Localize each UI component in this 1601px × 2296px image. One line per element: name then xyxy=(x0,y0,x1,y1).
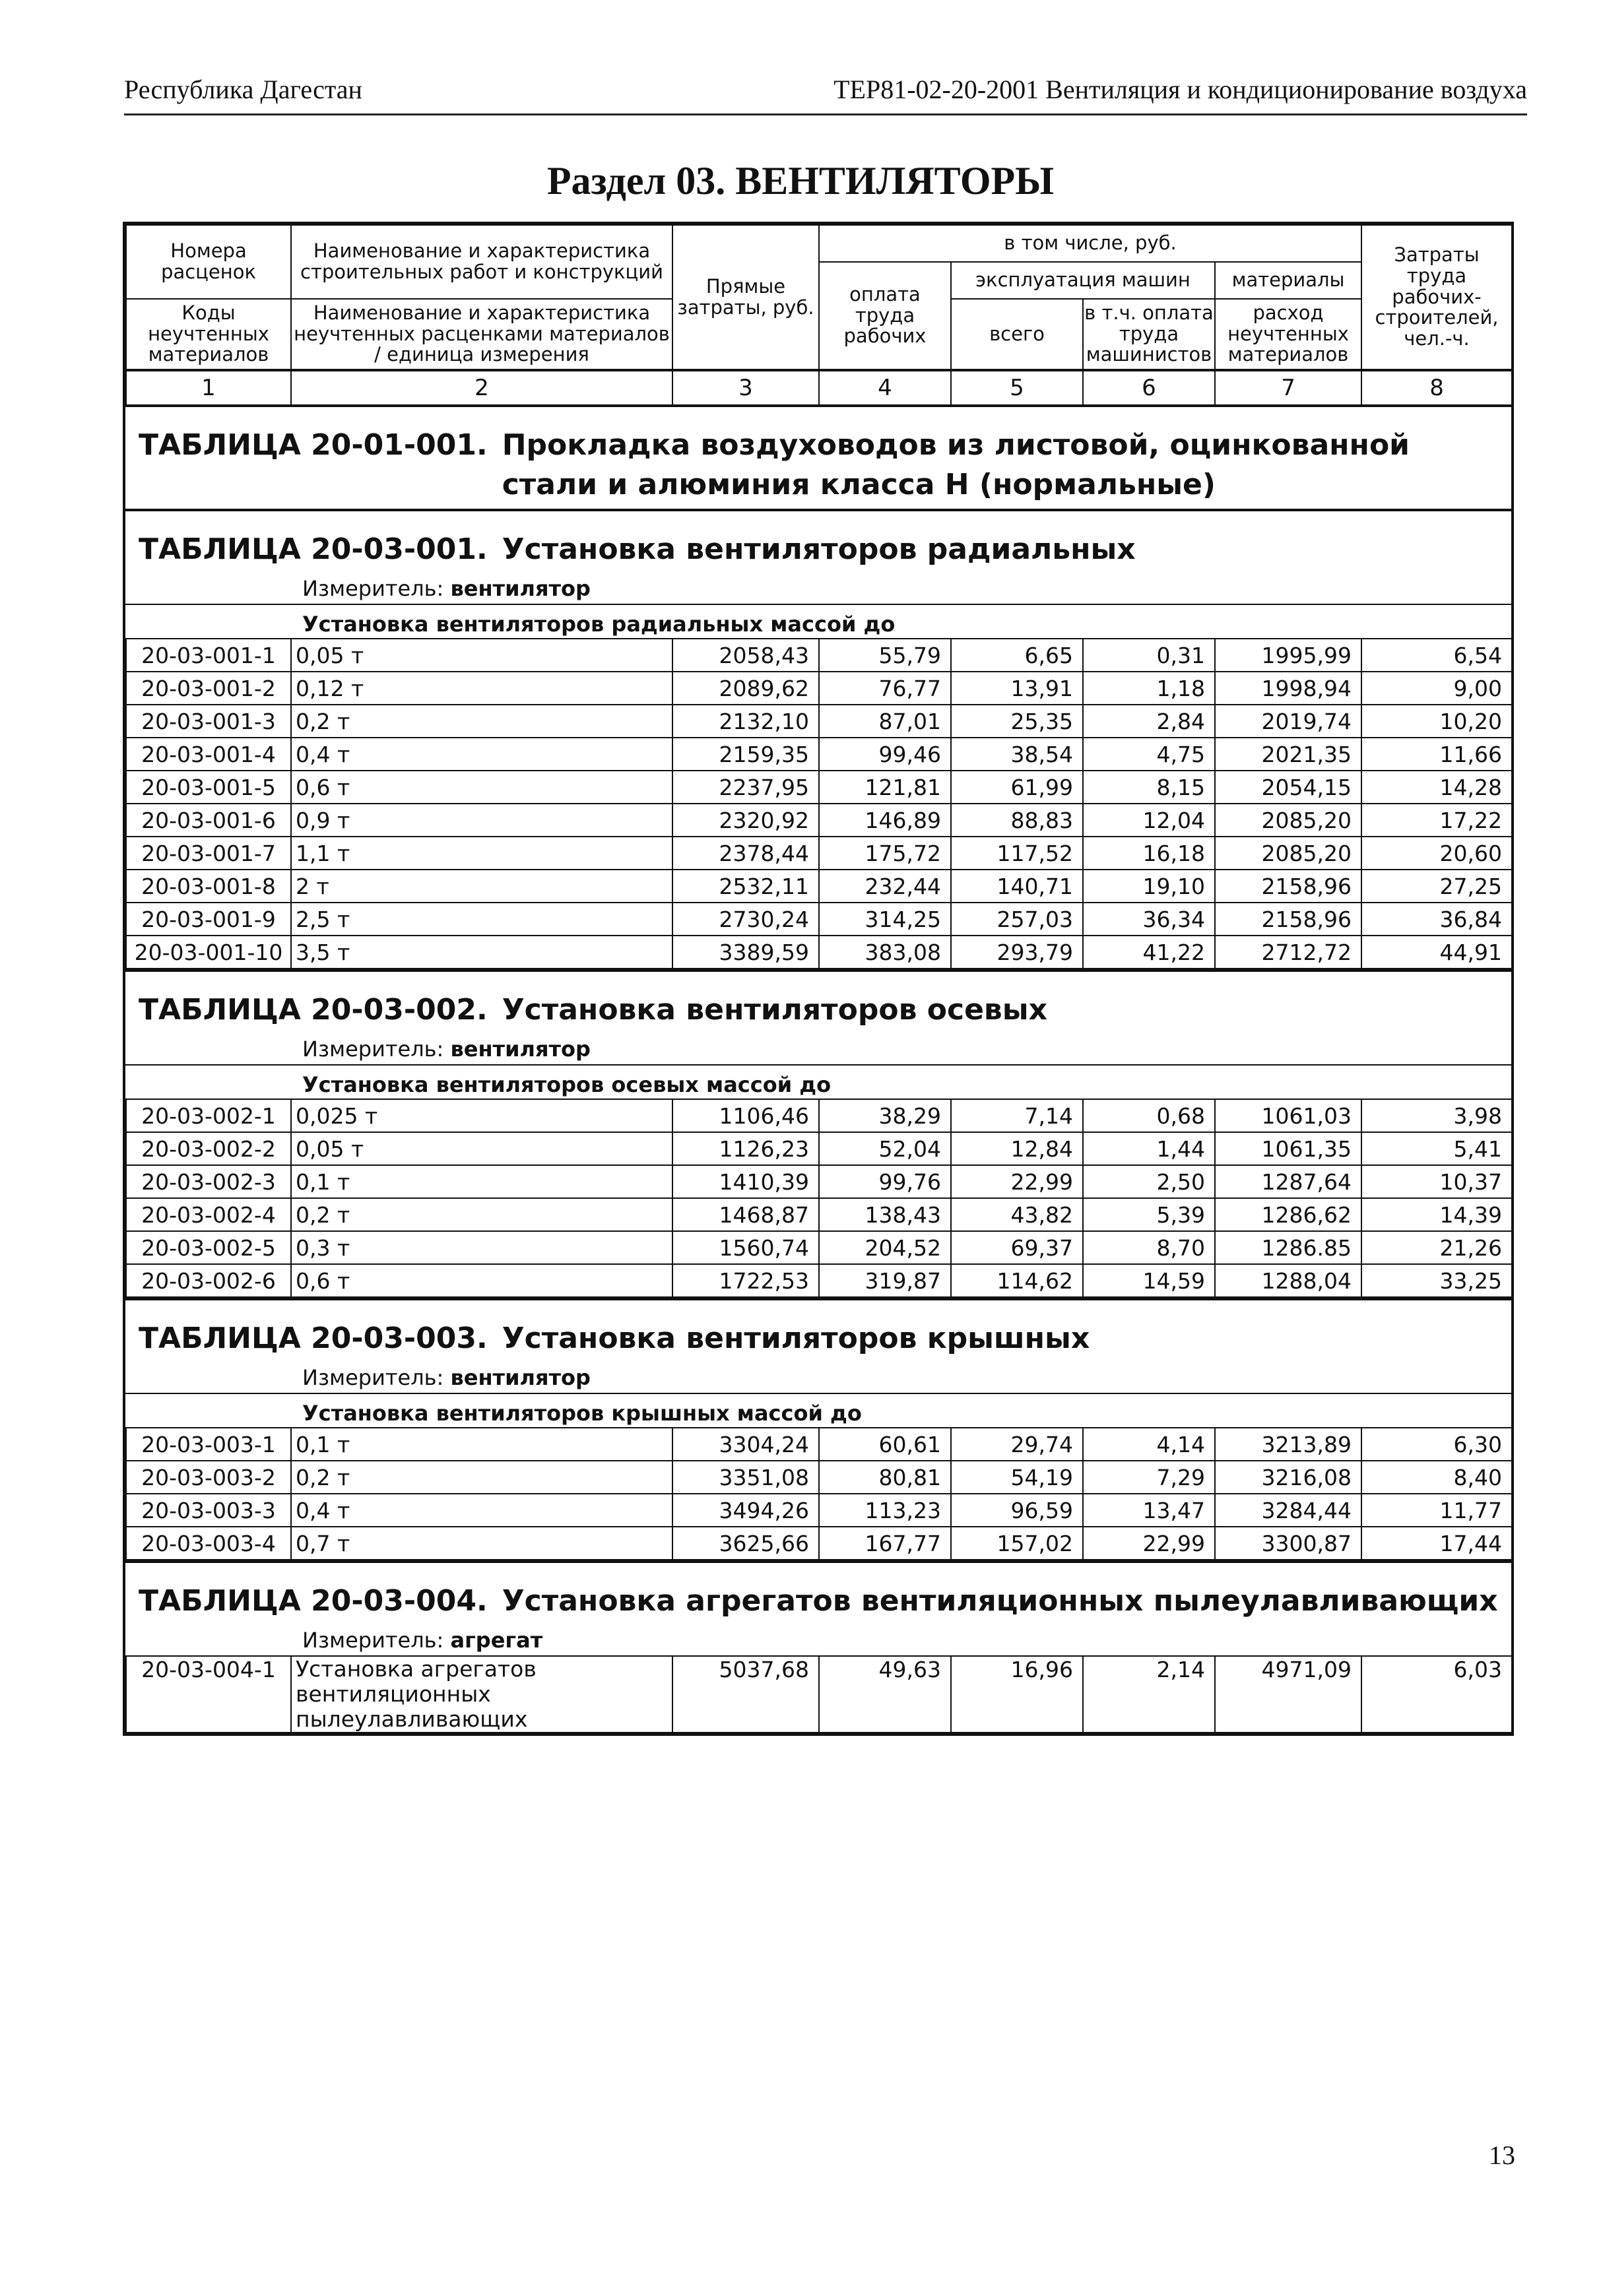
labor-pay: 49,63 xyxy=(819,1656,951,1733)
labor-pay: 60,61 xyxy=(819,1428,951,1461)
table-row xyxy=(126,639,1512,672)
work-name: 0,7 т xyxy=(291,1527,672,1560)
rate-code: 20-03-001-6 xyxy=(126,804,291,837)
rates-table xyxy=(123,222,1514,1736)
rates-rows xyxy=(125,1655,1513,1733)
table-name: Установка агрегатов вентиляционных пылеулавливающих xyxy=(502,1584,1498,1618)
labor-hours: 9,00 xyxy=(1361,672,1512,705)
labor-pay: 167,77 xyxy=(819,1527,951,1560)
materials: 1998,94 xyxy=(1215,672,1361,705)
table-number: ТАБЛИЦА 20-03-001. xyxy=(139,532,488,566)
direct-costs: 2058,43 xyxy=(672,639,819,672)
materials: 1061,03 xyxy=(1215,1099,1361,1132)
rates-rows xyxy=(125,1427,1513,1560)
machines-total: 16,96 xyxy=(951,1656,1083,1733)
header-table xyxy=(125,224,1513,407)
group-label: Установка вентиляторов радиальных массой до xyxy=(125,604,1511,638)
work-name: 0,3 т xyxy=(291,1231,672,1264)
table-title xyxy=(125,407,1511,509)
section-title: Раздел 03. ВЕНТИЛЯТОРЫ xyxy=(546,159,1055,203)
direct-costs: 2159,35 xyxy=(672,738,819,771)
table-row xyxy=(126,672,1512,705)
labor-pay: 80,81 xyxy=(819,1461,951,1494)
labor-hours: 3,98 xyxy=(1361,1099,1512,1132)
labor-pay: 138,43 xyxy=(819,1198,951,1231)
machines-total: 43,82 xyxy=(951,1198,1083,1231)
rate-code: 20-03-003-1 xyxy=(126,1428,291,1461)
machines-total: 29,74 xyxy=(951,1428,1083,1461)
labor-pay: 314,25 xyxy=(819,903,951,936)
machines-labor: 1,44 xyxy=(1083,1132,1215,1165)
labor-hours: 17,44 xyxy=(1361,1527,1512,1560)
measure-label: Измеритель: xyxy=(302,1628,444,1653)
table-row xyxy=(126,1656,1512,1733)
machines-total: 7,14 xyxy=(951,1099,1083,1132)
labor-pay: 113,23 xyxy=(819,1494,951,1527)
page-number: 13 xyxy=(1489,2140,1515,2170)
work-name: Установка агрегатов вентиляционных пылеулавливающих xyxy=(291,1656,672,1733)
materials: 2085,20 xyxy=(1215,804,1361,837)
header-labor-hours: Затраты труда рабочих-строителей, чел.-ч. xyxy=(1361,225,1512,370)
direct-costs: 5037,68 xyxy=(672,1656,819,1733)
table-row xyxy=(126,804,1512,837)
measure-line xyxy=(125,1034,1511,1064)
materials: 1286,62 xyxy=(1215,1198,1361,1231)
machines-total: 96,59 xyxy=(951,1494,1083,1527)
machines-total: 13,91 xyxy=(951,672,1083,705)
measure-value: вентилятор xyxy=(450,1365,591,1390)
column-numbers-row xyxy=(126,370,1512,406)
machines-total: 257,03 xyxy=(951,903,1083,936)
col-number: 4 xyxy=(819,370,951,406)
table-row xyxy=(126,771,1512,804)
machines-labor: 0,68 xyxy=(1083,1099,1215,1132)
materials: 3213,89 xyxy=(1215,1428,1361,1461)
materials: 2158,96 xyxy=(1215,903,1361,936)
labor-hours: 33,25 xyxy=(1361,1264,1512,1297)
table-title xyxy=(125,509,1511,573)
table-row xyxy=(126,1494,1512,1527)
work-name: 1,1 т xyxy=(291,837,672,870)
machines-total: 54,19 xyxy=(951,1461,1083,1494)
machines-labor: 8,15 xyxy=(1083,771,1215,804)
group-label: Установка вентиляторов осевых массой до xyxy=(125,1064,1511,1099)
labor-hours: 8,40 xyxy=(1361,1461,1512,1494)
rate-code: 20-03-002-6 xyxy=(126,1264,291,1297)
labor-pay: 232,44 xyxy=(819,870,951,903)
table-title xyxy=(125,1560,1511,1625)
table-row xyxy=(126,1165,1512,1198)
direct-costs: 3494,26 xyxy=(672,1494,819,1527)
rate-code: 20-03-001-4 xyxy=(126,738,291,771)
machines-labor: 4,75 xyxy=(1083,738,1215,771)
machines-labor: 36,34 xyxy=(1083,903,1215,936)
labor-hours: 21,26 xyxy=(1361,1231,1512,1264)
measure-value: вентилятор xyxy=(450,576,591,601)
direct-costs: 3351,08 xyxy=(672,1461,819,1494)
labor-pay: 319,87 xyxy=(819,1264,951,1297)
materials: 3300,87 xyxy=(1215,1527,1361,1560)
machines-labor: 2,50 xyxy=(1083,1165,1215,1198)
labor-pay: 38,29 xyxy=(819,1099,951,1132)
work-name: 0,05 т xyxy=(291,1132,672,1165)
direct-costs: 1560,74 xyxy=(672,1231,819,1264)
labor-pay: 146,89 xyxy=(819,804,951,837)
direct-costs: 2378,44 xyxy=(672,837,819,870)
table-name: Установка вентиляторов осевых xyxy=(502,993,1047,1027)
direct-costs: 2320,92 xyxy=(672,804,819,837)
rates-rows xyxy=(125,1099,1513,1298)
header-direct-costs: Прямые затраты, руб. xyxy=(672,225,819,370)
table-number: ТАБЛИЦА 20-01-001. xyxy=(139,428,488,462)
direct-costs: 3625,66 xyxy=(672,1527,819,1560)
header-name-top: Наименование и характеристика строительных работ и конструкций xyxy=(291,225,672,299)
rate-code: 20-03-003-4 xyxy=(126,1527,291,1560)
col-number: 5 xyxy=(951,370,1083,406)
table-row xyxy=(126,1461,1512,1494)
machines-total: 157,02 xyxy=(951,1527,1083,1560)
col-number: 7 xyxy=(1215,370,1361,406)
work-name: 0,9 т xyxy=(291,804,672,837)
table-row xyxy=(126,1428,1512,1461)
rate-code: 20-03-001-9 xyxy=(126,903,291,936)
rate-code: 20-03-001-1 xyxy=(126,639,291,672)
machines-total: 140,71 xyxy=(951,870,1083,903)
header-including: в том числе, руб. xyxy=(819,225,1361,262)
table-row xyxy=(126,1527,1512,1560)
header-machines-total: всего xyxy=(951,299,1083,370)
direct-costs: 1126,23 xyxy=(672,1132,819,1165)
table-row xyxy=(126,837,1512,870)
work-name: 3,5 т xyxy=(291,936,672,969)
rate-code: 20-03-001-2 xyxy=(126,672,291,705)
table-title xyxy=(125,969,1511,1034)
machines-total: 25,35 xyxy=(951,705,1083,738)
col-number: 3 xyxy=(672,370,819,406)
machines-labor: 13,47 xyxy=(1083,1494,1215,1527)
rate-code: 20-03-002-4 xyxy=(126,1198,291,1231)
labor-hours: 6,03 xyxy=(1361,1656,1512,1733)
rate-code: 20-03-001-3 xyxy=(126,705,291,738)
machines-labor: 1,18 xyxy=(1083,672,1215,705)
machines-labor: 5,39 xyxy=(1083,1198,1215,1231)
measure-label: Измеритель: xyxy=(302,1365,444,1390)
labor-hours: 36,84 xyxy=(1361,903,1512,936)
direct-costs: 2237,95 xyxy=(672,771,819,804)
header-machines-labor: в т.ч. оплата труда машинистов xyxy=(1083,299,1215,370)
measure-line xyxy=(125,573,1511,604)
materials: 1995,99 xyxy=(1215,639,1361,672)
running-head-left: Республика Дагестан xyxy=(124,75,362,104)
header-machines: эксплуатация машин xyxy=(951,262,1215,299)
measure-line xyxy=(125,1362,1511,1393)
table-name: Прокладка воздуховодов из листовой, оцинкованной стали и алюминия класса Н (нормальные) xyxy=(502,428,1410,501)
work-name: 0,6 т xyxy=(291,771,672,804)
tables-container xyxy=(125,407,1511,1733)
col-number: 6 xyxy=(1083,370,1215,406)
materials: 4971,09 xyxy=(1215,1656,1361,1733)
direct-costs: 2532,11 xyxy=(672,870,819,903)
machines-total: 114,62 xyxy=(951,1264,1083,1297)
labor-pay: 175,72 xyxy=(819,837,951,870)
running-head-right: ТЕР81-02-20-2001 Вентиляция и кондиционирование воздуха xyxy=(833,75,1527,104)
table-row xyxy=(126,738,1512,771)
labor-hours: 17,22 xyxy=(1361,804,1512,837)
materials: 2054,15 xyxy=(1215,771,1361,804)
measure-value: агрегат xyxy=(450,1628,543,1653)
rates-rows xyxy=(125,638,1513,969)
labor-hours: 20,60 xyxy=(1361,837,1512,870)
header-codes-bottom: Коды неучтенных материалов xyxy=(126,299,291,370)
col-number: 8 xyxy=(1361,370,1512,406)
machines-total: 88,83 xyxy=(951,804,1083,837)
group-label: Установка вентиляторов крышных массой до xyxy=(125,1393,1511,1427)
machines-total: 117,52 xyxy=(951,837,1083,870)
measure-value: вентилятор xyxy=(450,1036,591,1062)
table-name: Установка вентиляторов крышных xyxy=(502,1322,1090,1355)
work-name: 0,4 т xyxy=(291,738,672,771)
rate-code: 20-03-001-10 xyxy=(126,936,291,969)
direct-costs: 1106,46 xyxy=(672,1099,819,1132)
direct-costs: 3304,24 xyxy=(672,1428,819,1461)
running-head xyxy=(124,74,1527,115)
table-number: ТАБЛИЦА 20-03-003. xyxy=(139,1322,488,1355)
machines-total: 293,79 xyxy=(951,936,1083,969)
machines-labor: 2,84 xyxy=(1083,705,1215,738)
rate-code: 20-03-001-5 xyxy=(126,771,291,804)
direct-costs: 3389,59 xyxy=(672,936,819,969)
table-row xyxy=(126,1099,1512,1132)
labor-hours: 10,20 xyxy=(1361,705,1512,738)
machines-labor: 7,29 xyxy=(1083,1461,1215,1494)
direct-costs: 2089,62 xyxy=(672,672,819,705)
labor-hours: 5,41 xyxy=(1361,1132,1512,1165)
labor-pay: 99,76 xyxy=(819,1165,951,1198)
table-row xyxy=(126,1264,1512,1297)
table-row xyxy=(126,1198,1512,1231)
labor-hours: 6,54 xyxy=(1361,639,1512,672)
measure-line xyxy=(125,1625,1511,1655)
header-materials-unaccounted: расход неучтенных материалов xyxy=(1215,299,1361,370)
work-name: 2 т xyxy=(291,870,672,903)
table-title xyxy=(125,1298,1511,1362)
machines-total: 69,37 xyxy=(951,1231,1083,1264)
materials: 1061,35 xyxy=(1215,1132,1361,1165)
col-number: 2 xyxy=(291,370,672,406)
measure-label: Измеритель: xyxy=(302,576,444,601)
materials: 2712,72 xyxy=(1215,936,1361,969)
direct-costs: 1722,53 xyxy=(672,1264,819,1297)
machines-total: 38,54 xyxy=(951,738,1083,771)
machines-labor: 19,10 xyxy=(1083,870,1215,903)
rate-code: 20-03-003-2 xyxy=(126,1461,291,1494)
rate-code: 20-03-002-2 xyxy=(126,1132,291,1165)
labor-hours: 14,28 xyxy=(1361,771,1512,804)
labor-hours: 44,91 xyxy=(1361,936,1512,969)
table-row xyxy=(126,870,1512,903)
labor-pay: 99,46 xyxy=(819,738,951,771)
machines-labor: 22,99 xyxy=(1083,1527,1215,1560)
direct-costs: 1468,87 xyxy=(672,1198,819,1231)
machines-labor: 14,59 xyxy=(1083,1264,1215,1297)
rate-code: 20-03-002-3 xyxy=(126,1165,291,1198)
machines-labor: 2,14 xyxy=(1083,1656,1215,1733)
rate-code: 20-03-002-5 xyxy=(126,1231,291,1264)
work-name: 0,1 т xyxy=(291,1165,672,1198)
machines-total: 12,84 xyxy=(951,1132,1083,1165)
machines-total: 6,65 xyxy=(951,639,1083,672)
header-name-bottom: Наименование и характеристика неучтенных расценками материалов / единица измерения xyxy=(291,299,672,370)
work-name: 0,05 т xyxy=(291,639,672,672)
work-name: 0,12 т xyxy=(291,672,672,705)
rate-code: 20-03-001-7 xyxy=(126,837,291,870)
materials: 1288,04 xyxy=(1215,1264,1361,1297)
labor-pay: 87,01 xyxy=(819,705,951,738)
table-number: ТАБЛИЦА 20-03-004. xyxy=(139,1584,488,1618)
materials: 3284,44 xyxy=(1215,1494,1361,1527)
machines-labor: 12,04 xyxy=(1083,804,1215,837)
labor-hours: 10,37 xyxy=(1361,1165,1512,1198)
table-row xyxy=(126,936,1512,969)
col-number: 1 xyxy=(126,370,291,406)
materials: 2019,74 xyxy=(1215,705,1361,738)
machines-total: 22,99 xyxy=(951,1165,1083,1198)
labor-pay: 76,77 xyxy=(819,672,951,705)
labor-hours: 27,25 xyxy=(1361,870,1512,903)
work-name: 0,2 т xyxy=(291,1461,672,1494)
table-row xyxy=(126,903,1512,936)
table-row xyxy=(126,1132,1512,1165)
machines-labor: 41,22 xyxy=(1083,936,1215,969)
direct-costs: 2730,24 xyxy=(672,903,819,936)
labor-pay: 204,52 xyxy=(819,1231,951,1264)
labor-pay: 383,08 xyxy=(819,936,951,969)
direct-costs: 1410,39 xyxy=(672,1165,819,1198)
materials: 2158,96 xyxy=(1215,870,1361,903)
rate-code: 20-03-004-1 xyxy=(126,1656,291,1733)
rate-code: 20-03-001-8 xyxy=(126,870,291,903)
work-name: 0,2 т xyxy=(291,705,672,738)
direct-costs: 2132,10 xyxy=(672,705,819,738)
materials: 2021,35 xyxy=(1215,738,1361,771)
work-name: 0,6 т xyxy=(291,1264,672,1297)
header-materials: материалы xyxy=(1215,262,1361,299)
machines-labor: 8,70 xyxy=(1083,1231,1215,1264)
header-codes-top: Номера расценок xyxy=(126,225,291,299)
materials: 1287,64 xyxy=(1215,1165,1361,1198)
labor-pay: 52,04 xyxy=(819,1132,951,1165)
work-name: 0,4 т xyxy=(291,1494,672,1527)
machines-total: 61,99 xyxy=(951,771,1083,804)
work-name: 0,025 т xyxy=(291,1099,672,1132)
labor-hours: 14,39 xyxy=(1361,1198,1512,1231)
machines-labor: 16,18 xyxy=(1083,837,1215,870)
work-name: 0,2 т xyxy=(291,1198,672,1231)
labor-hours: 6,30 xyxy=(1361,1428,1512,1461)
table-name: Установка вентиляторов радиальных xyxy=(502,532,1136,566)
rate-code: 20-03-003-3 xyxy=(126,1494,291,1527)
materials: 2085,20 xyxy=(1215,837,1361,870)
table-row xyxy=(126,705,1512,738)
table-row xyxy=(126,1231,1512,1264)
materials: 1286.85 xyxy=(1215,1231,1361,1264)
rate-code: 20-03-002-1 xyxy=(126,1099,291,1132)
header-labor-pay: оплата труда рабочих xyxy=(819,262,951,370)
labor-pay: 121,81 xyxy=(819,771,951,804)
materials: 3216,08 xyxy=(1215,1461,1361,1494)
machines-labor: 0,31 xyxy=(1083,639,1215,672)
work-name: 0,1 т xyxy=(291,1428,672,1461)
measure-label: Измеритель: xyxy=(302,1036,444,1062)
labor-hours: 11,66 xyxy=(1361,738,1512,771)
labor-pay: 55,79 xyxy=(819,639,951,672)
machines-labor: 4,14 xyxy=(1083,1428,1215,1461)
table-number: ТАБЛИЦА 20-03-002. xyxy=(139,993,488,1027)
work-name: 2,5 т xyxy=(291,903,672,936)
labor-hours: 11,77 xyxy=(1361,1494,1512,1527)
